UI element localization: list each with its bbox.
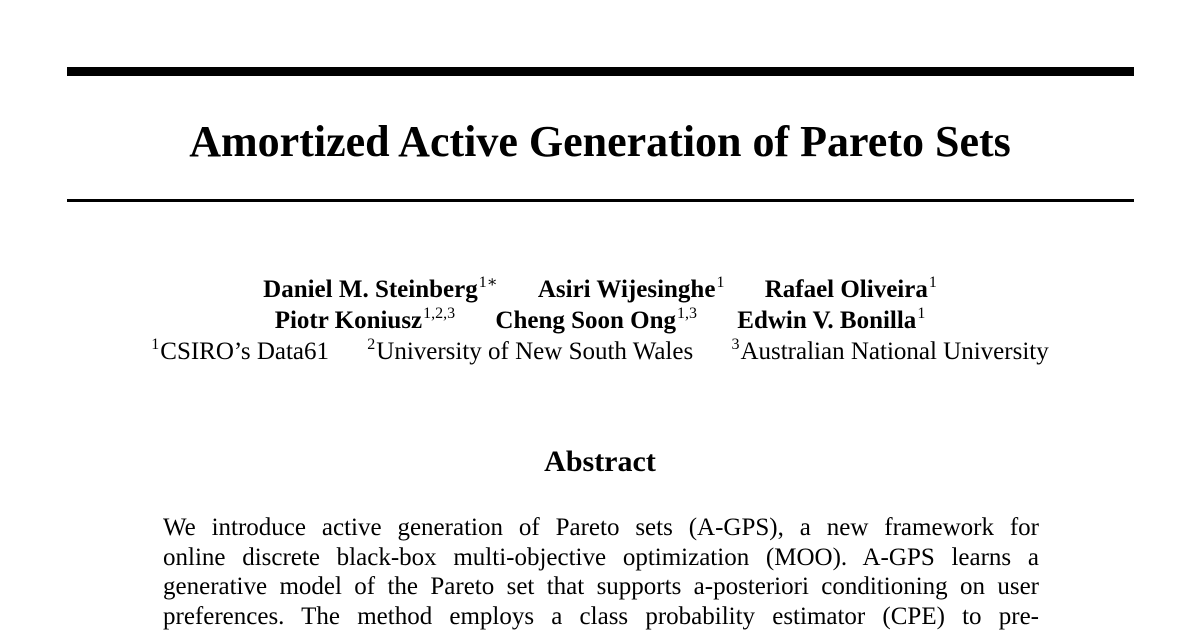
author-affiliation-mark: 1 [917, 305, 925, 322]
author [765, 274, 937, 305]
author-affiliation-mark: 1 [929, 274, 937, 291]
author-affiliation-mark: 1∗ [479, 274, 498, 291]
affiliations-row [0, 336, 1200, 367]
author-affiliation-mark: 1,2,3 [423, 305, 455, 322]
author [275, 305, 455, 336]
top-thick-rule [67, 67, 1134, 76]
affiliation-mark: 2 [367, 336, 375, 353]
affiliation-mark: 3 [731, 336, 739, 353]
author-row-2 [0, 305, 1200, 336]
author-name: Rafael Oliveira [765, 276, 928, 303]
paper-title: Amortized Active Generation of Pareto Sets [0, 112, 1200, 172]
title-bottom-rule [67, 199, 1134, 202]
author-name: Daniel M. Steinberg [263, 276, 478, 303]
author [737, 305, 925, 336]
affiliation [367, 336, 693, 367]
affiliation-name: CSIRO’s Data61 [160, 338, 329, 365]
author-name: Piotr Koniusz [275, 307, 422, 334]
abstract-body [163, 513, 1039, 631]
author-name: Edwin V. Bonilla [737, 307, 916, 334]
abstract-line: We introduce active generation of Pareto sets (A-GPS), a new framework for [163, 513, 1039, 543]
author [263, 274, 497, 305]
abstract-line: generative model of the Pareto set that supports a-posteriori conditioning on user [163, 572, 1039, 602]
author-row-1 [0, 274, 1200, 305]
affiliation-name: University of New South Wales [376, 338, 693, 365]
author-affiliation-mark: 1,3 [677, 305, 697, 322]
author [495, 305, 697, 336]
author-affiliation-mark: 1 [716, 274, 724, 291]
affiliation [731, 336, 1048, 367]
affiliation-mark: 1 [151, 336, 159, 353]
abstract-heading: Abstract [0, 443, 1200, 481]
abstract-line: online discrete black-box multi-objective optimization (MOO). A-GPS learns a [163, 543, 1039, 573]
abstract-line: preferences. The method employs a class probability estimator (CPE) to pre- [163, 602, 1039, 631]
affiliation [151, 336, 329, 367]
author-name: Asiri Wijesinghe [538, 276, 716, 303]
author-name: Cheng Soon Ong [495, 307, 676, 334]
author [538, 274, 725, 305]
affiliation-name: Australian National University [740, 338, 1048, 365]
